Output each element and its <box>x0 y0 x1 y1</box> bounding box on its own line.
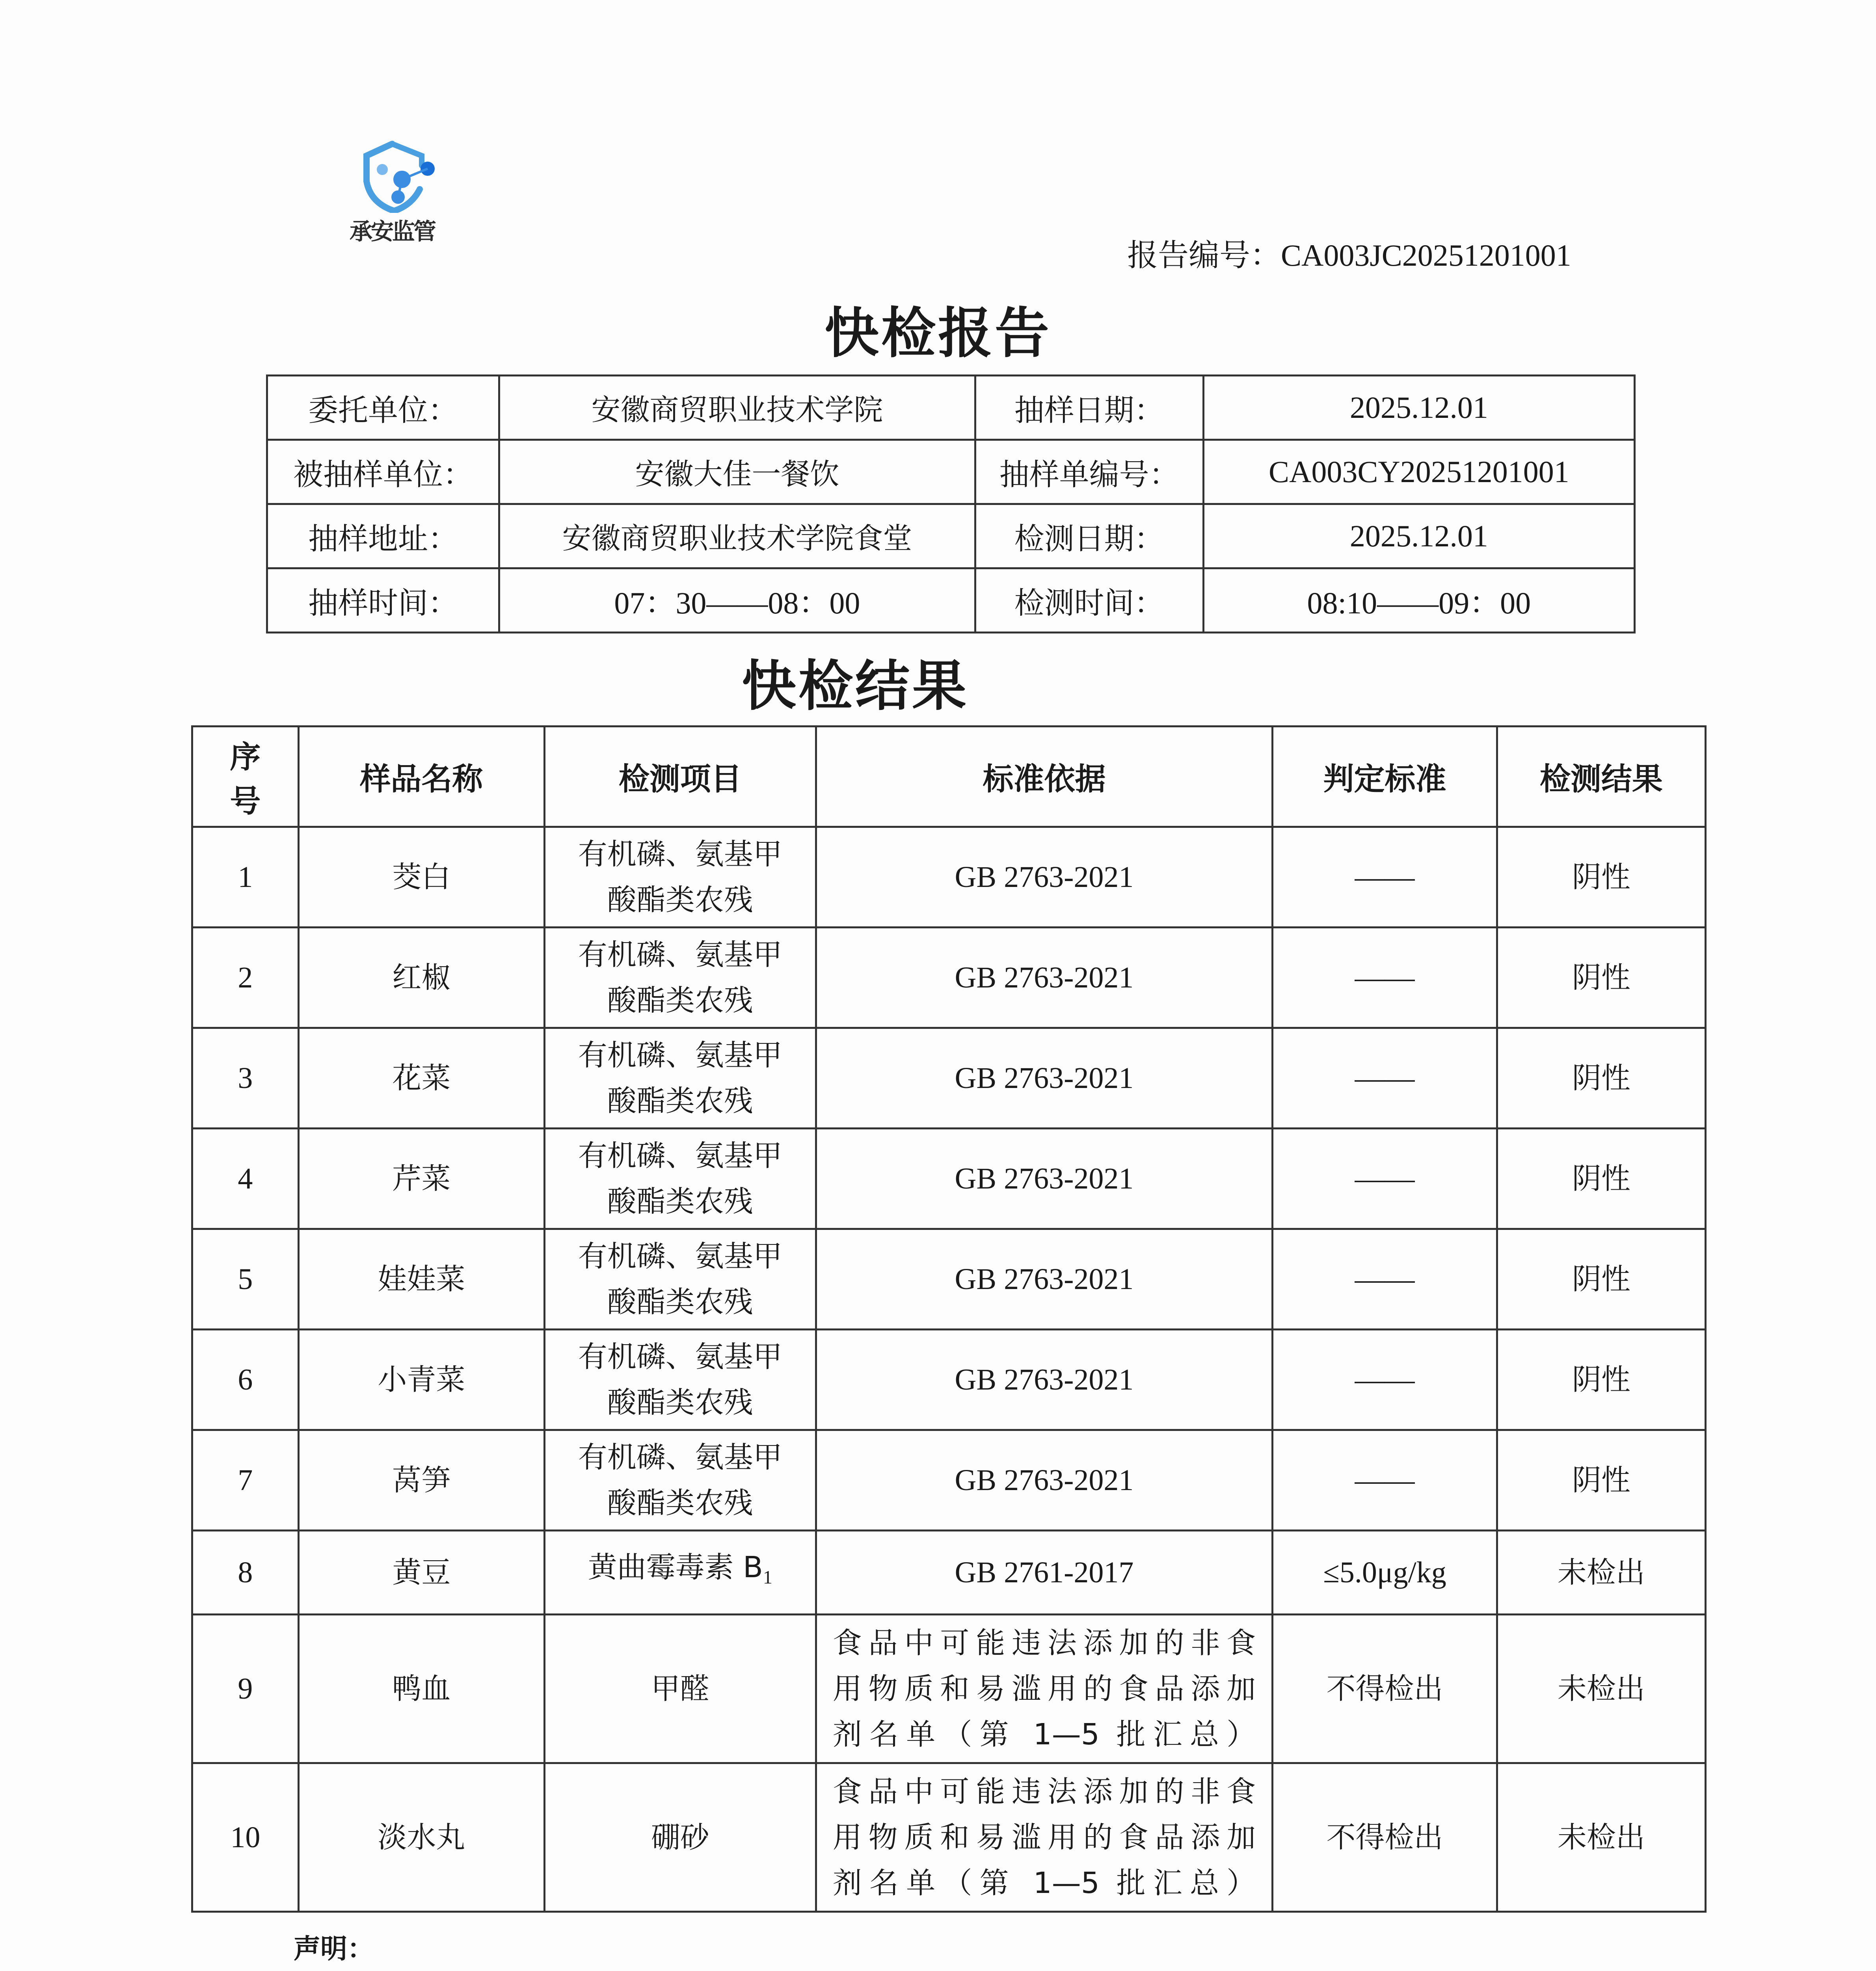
result-row <box>192 1028 1706 1129</box>
standard-line: 剂名单（第 1—5 批汇总） <box>832 1866 1256 1900</box>
criterion: 不得检出 <box>1326 1820 1443 1854</box>
sample-name: 鸭血 <box>392 1672 451 1706</box>
criterion: —— <box>1355 861 1415 894</box>
cell-standard <box>816 928 1272 1028</box>
cell-criterion <box>1273 928 1497 1028</box>
cell-result <box>1497 1129 1705 1229</box>
criterion: —— <box>1355 961 1415 994</box>
info-row <box>267 440 1635 504</box>
standard: GB 2763-2021 <box>955 961 1134 994</box>
cell-criterion <box>1273 1763 1497 1912</box>
cell-no <box>192 1615 299 1763</box>
sample-name: 茭白 <box>392 860 451 894</box>
cell-no <box>192 1129 299 1229</box>
test-item: 黄曲霉毒素 B <box>588 1550 763 1585</box>
criterion: —— <box>1355 1263 1415 1296</box>
info-row <box>267 568 1635 633</box>
result-row <box>192 1330 1706 1430</box>
logo-text: 承安监管 <box>349 218 435 245</box>
sample-name: 芹菜 <box>392 1162 451 1196</box>
report-number-label: 报告编号： <box>1127 238 1281 273</box>
info-label: 抽样时间： <box>267 568 499 633</box>
sampling-info-table <box>266 374 1636 633</box>
cell-no <box>192 1763 299 1912</box>
standard: GB 2763-2021 <box>955 861 1134 894</box>
result-value: 未检出 <box>1557 1820 1645 1854</box>
standard-line: 食品中可能违法添加的非食 <box>832 1626 1256 1660</box>
test-item-line: 有机磷、氨基甲 <box>578 837 782 871</box>
test-item-line: 酸酯类农残 <box>607 1486 753 1520</box>
cell-item <box>544 1531 816 1615</box>
cell-item <box>544 928 816 1028</box>
results-table <box>191 725 1707 1913</box>
info-label: 委托单位： <box>267 376 499 440</box>
result-value: 阴性 <box>1572 961 1630 995</box>
header-no-line1: 序 <box>230 740 261 775</box>
result-row <box>192 1531 1706 1615</box>
result-value: 阴性 <box>1572 1463 1630 1497</box>
result-row <box>192 1229 1706 1330</box>
criterion: —— <box>1355 1363 1415 1396</box>
criterion: —— <box>1355 1464 1415 1497</box>
cell-name <box>298 1028 544 1129</box>
test-item-line: 有机磷、氨基甲 <box>578 1239 782 1273</box>
test-item-line: 酸酯类农残 <box>607 984 753 1017</box>
header-criterion: 判定标准 <box>1273 727 1497 827</box>
report-number <box>1127 231 1571 275</box>
cell-criterion <box>1273 1028 1497 1129</box>
standard: GB 2763-2021 <box>955 1363 1134 1396</box>
info-label: 抽样单编号： <box>975 440 1203 504</box>
header-test-item: 检测项目 <box>544 727 816 827</box>
results-title: 快检结果 <box>741 654 969 718</box>
header-no-line2: 号 <box>230 784 261 819</box>
row-number: 8 <box>238 1556 253 1589</box>
cell-standard <box>816 1531 1272 1615</box>
sample-name: 小青菜 <box>378 1363 465 1397</box>
result-value: 阴性 <box>1572 1061 1630 1095</box>
cell-name <box>298 1129 544 1229</box>
sample-name: 娃娃菜 <box>378 1262 465 1296</box>
criterion: —— <box>1355 1162 1415 1195</box>
cell-standard <box>816 1430 1272 1531</box>
cell-criterion <box>1273 1129 1497 1229</box>
standard-line: 剂名单（第 1—5 批汇总） <box>832 1718 1256 1751</box>
info-value: 安徽商贸职业技术学院食堂 <box>499 504 975 568</box>
standard: GB 2763-2021 <box>955 1464 1134 1497</box>
criterion: —— <box>1355 1062 1415 1095</box>
result-row <box>192 1763 1706 1912</box>
result-value: 阴性 <box>1572 1262 1630 1296</box>
cell-no <box>192 1330 299 1430</box>
info-value: 07：30——08：00 <box>499 568 975 633</box>
cell-result <box>1497 1615 1705 1763</box>
standard-line: 用物质和易滥用的食品添加 <box>832 1672 1256 1706</box>
cell-item <box>544 1615 816 1763</box>
cell-standard <box>816 827 1272 928</box>
cell-criterion <box>1273 1330 1497 1430</box>
info-value: 2025.12.01 <box>1203 376 1634 440</box>
criterion: ≤5.0μg/kg <box>1323 1556 1446 1589</box>
test-item-line: 有机磷、氨基甲 <box>578 1038 782 1072</box>
result-value: 未检出 <box>1557 1556 1645 1589</box>
cell-no <box>192 1028 299 1129</box>
test-item: 甲醛 <box>651 1672 709 1706</box>
cell-standard <box>816 1229 1272 1330</box>
cell-no <box>192 1229 299 1330</box>
cell-item <box>544 1229 816 1330</box>
cell-name <box>298 1330 544 1430</box>
cell-name <box>298 1430 544 1531</box>
info-value: 安徽大佳一餐饮 <box>499 440 975 504</box>
header-sample-name: 样品名称 <box>298 727 544 827</box>
standard: GB 2763-2021 <box>955 1263 1134 1296</box>
info-label: 抽样地址： <box>267 504 499 568</box>
result-value: 阴性 <box>1572 860 1630 894</box>
row-number: 7 <box>238 1464 253 1497</box>
cell-item <box>544 1330 816 1430</box>
cell-result <box>1497 1229 1705 1330</box>
row-number: 5 <box>238 1263 253 1296</box>
result-row <box>192 827 1706 928</box>
cell-name <box>298 1763 544 1912</box>
result-row <box>192 1615 1706 1763</box>
cell-standard <box>816 1129 1272 1229</box>
sample-name: 淡水丸 <box>378 1820 465 1854</box>
row-number: 4 <box>238 1162 253 1195</box>
info-label: 检测时间： <box>975 568 1203 633</box>
row-number: 9 <box>238 1672 253 1705</box>
declaration <box>294 1928 1626 1971</box>
test-item-line: 酸酯类农残 <box>607 883 753 917</box>
sample-name: 莴笋 <box>392 1463 451 1497</box>
cell-result <box>1497 928 1705 1028</box>
cell-criterion <box>1273 1430 1497 1531</box>
standard: GB 2763-2021 <box>955 1062 1134 1095</box>
sample-name: 花菜 <box>392 1061 451 1095</box>
test-item-line: 有机磷、氨基甲 <box>578 1340 782 1374</box>
cell-item <box>544 1763 816 1912</box>
cell-item <box>544 1430 816 1531</box>
cell-name <box>298 1615 544 1763</box>
criterion: 不得检出 <box>1326 1672 1443 1706</box>
cell-item <box>544 1129 816 1229</box>
info-row <box>267 504 1635 568</box>
result-row <box>192 928 1706 1028</box>
cell-no <box>192 928 299 1028</box>
sample-name: 黄豆 <box>392 1556 451 1589</box>
page-title: 快检报告 <box>824 302 1052 365</box>
test-item-subscript: 1 <box>763 1567 772 1588</box>
info-value: 08:10——09：00 <box>1203 568 1634 633</box>
cell-name <box>298 1531 544 1615</box>
cell-name <box>298 928 544 1028</box>
cell-no <box>192 827 299 928</box>
cell-result <box>1497 1028 1705 1129</box>
cell-standard <box>816 1615 1272 1763</box>
row-number: 6 <box>238 1363 253 1396</box>
result-row <box>192 1129 1706 1229</box>
cell-result <box>1497 1531 1705 1615</box>
report-number-value: CA003JC20251201001 <box>1281 238 1571 272</box>
cell-result <box>1497 1763 1705 1912</box>
row-number: 2 <box>238 961 253 994</box>
cell-standard <box>816 1763 1272 1912</box>
test-item-line: 有机磷、氨基甲 <box>578 1440 782 1474</box>
standard: GB 2761-2017 <box>955 1556 1134 1589</box>
cell-result <box>1497 827 1705 928</box>
cell-no <box>192 1430 299 1531</box>
standard-line: 食品中可能违法添加的非食 <box>832 1775 1256 1809</box>
test-item-line: 有机磷、氨基甲 <box>578 1139 782 1173</box>
cell-standard <box>816 1028 1272 1129</box>
row-number: 3 <box>238 1062 253 1095</box>
standard-line: 用物质和易滥用的食品添加 <box>832 1820 1256 1854</box>
result-row <box>192 1430 1706 1531</box>
cell-name <box>298 1229 544 1330</box>
declaration-heading: 声明： <box>294 1934 374 1965</box>
test-item-line: 酸酯类农残 <box>607 1285 753 1319</box>
cell-item <box>544 827 816 928</box>
cell-criterion <box>1273 827 1497 928</box>
test-item: 硼砂 <box>651 1820 709 1854</box>
info-value: CA003CY20251201001 <box>1203 440 1634 504</box>
cell-name <box>298 827 544 928</box>
cell-item <box>544 1028 816 1129</box>
sample-name: 红椒 <box>392 961 451 995</box>
shield-network-icon <box>327 138 457 213</box>
info-label: 检测日期： <box>975 504 1203 568</box>
row-number: 10 <box>230 1821 261 1854</box>
result-value: 阴性 <box>1572 1363 1630 1397</box>
info-label: 被抽样单位： <box>267 440 499 504</box>
test-item-line: 酸酯类农残 <box>607 1386 753 1420</box>
test-item-line: 酸酯类农残 <box>607 1185 753 1218</box>
cell-criterion <box>1273 1615 1497 1763</box>
info-value: 2025.12.01 <box>1203 504 1634 568</box>
cell-no <box>192 1531 299 1615</box>
result-value: 未检出 <box>1557 1672 1645 1706</box>
standard: GB 2763-2021 <box>955 1162 1134 1195</box>
row-number: 1 <box>238 861 253 894</box>
result-value: 阴性 <box>1572 1162 1630 1196</box>
info-value: 安徽商贸职业技术学院 <box>499 376 975 440</box>
header-no <box>192 727 299 827</box>
cell-result <box>1497 1330 1705 1430</box>
cell-criterion <box>1273 1229 1497 1330</box>
header-result: 检测结果 <box>1497 727 1705 827</box>
header-standard: 标准依据 <box>816 727 1272 827</box>
info-row <box>267 376 1635 440</box>
cell-result <box>1497 1430 1705 1531</box>
cell-criterion <box>1273 1531 1497 1615</box>
cell-standard <box>816 1330 1272 1430</box>
company-logo <box>327 138 457 256</box>
test-item-line: 酸酯类农残 <box>607 1084 753 1118</box>
info-label: 抽样日期： <box>975 376 1203 440</box>
results-header-row <box>192 727 1706 827</box>
test-item-line: 有机磷、氨基甲 <box>578 938 782 972</box>
